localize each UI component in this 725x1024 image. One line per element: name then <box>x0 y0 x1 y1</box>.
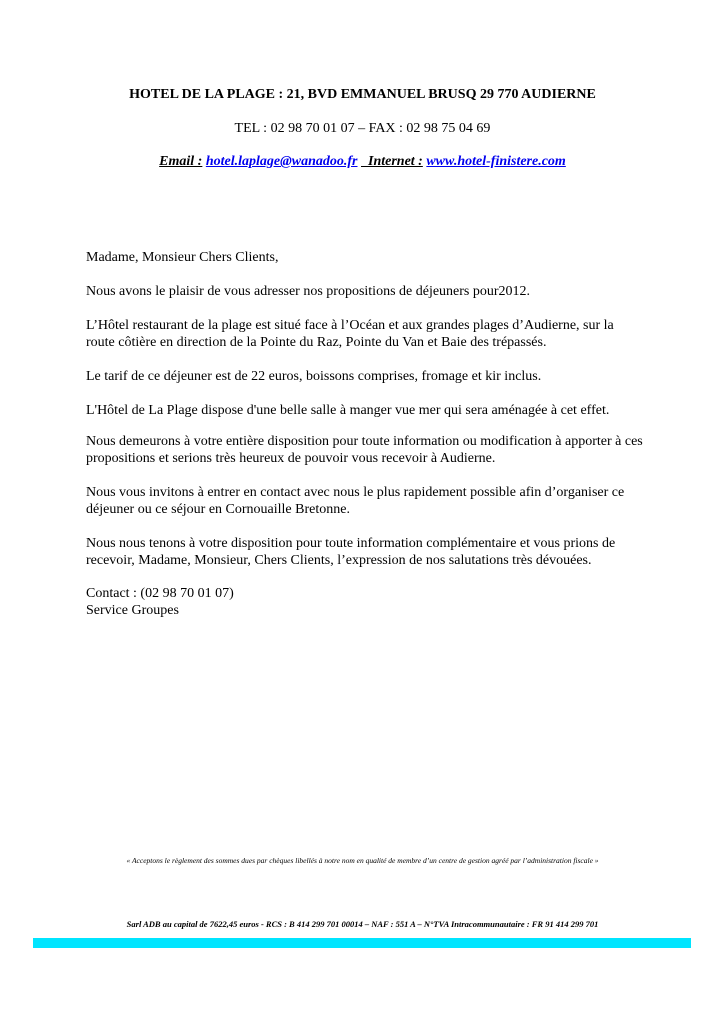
phone-fax-line: TEL : 02 98 70 01 07 – FAX : 02 98 75 04 69 <box>234 121 491 136</box>
company-legal-info: Sarl ADB au capital de 7622,45 euros - RCS : B 414 299 701 00014 – NAF : 551 A – N°TVA Intracommunautaire : FR 91 414 299 701 <box>126 919 599 929</box>
letter-paragraph <box>86 368 646 385</box>
paragraph-text: L’Hôtel restaurant de la plage est situé face à l’Océan et aux grandes plages d’Audierne, sur la route côtière en direction de la Pointe du Raz, Pointe du Van et Baie des trépassés. <box>86 318 614 350</box>
hotel-address-heading: HOTEL DE LA PLAGE : 21, BVD EMMANUEL BRUSQ 29 770 AUDIERNE <box>129 87 596 102</box>
contact-links-line <box>0 153 725 171</box>
website-link[interactable]: www.hotel-finistere.com <box>426 154 566 169</box>
letter-paragraph <box>86 317 646 351</box>
internet-label <box>361 154 423 169</box>
letter-greeting <box>86 249 646 266</box>
email-link[interactable]: hotel.laplage@wanadoo.fr <box>205 154 358 169</box>
letter-paragraph <box>86 402 646 419</box>
contact-phone: Contact : (02 98 70 01 07) <box>86 586 234 601</box>
footer-color-bar <box>33 938 691 948</box>
service-name: Service Groupes <box>86 603 179 618</box>
cheque-payment-note: « Acceptons le règlement des sommes dues par chèques libellés à notre nom en qualité de membre d’un centre de gestion agréé par l’administration fiscale » <box>126 856 599 865</box>
paragraph-text: Nous nous tenons à votre disposition pour toute information complémentaire et vous prions de recevoir, Madame, Monsieur, Chers Clients, l’expression de nos salutations très dévouées. <box>86 536 616 568</box>
contact-block <box>86 585 646 619</box>
internet-label-text: Internet : <box>368 154 423 169</box>
paragraph-text: L'Hôtel de La Plage dispose d'une belle salle à manger vue mer qui sera aménagée à cet effet. <box>86 403 610 418</box>
letter-paragraph <box>86 535 646 569</box>
letter-paragraph <box>86 283 646 300</box>
letter-paragraph <box>86 433 646 467</box>
greeting-text: Madame, Monsieur Chers Clients, <box>86 250 279 265</box>
paragraph-text: Nous demeurons à votre entière disposition pour toute information ou modification à apporter à ces propositions et serions très heureux de pouvoir vous recevoir à Audierne. <box>86 434 643 466</box>
email-label: Email : <box>159 154 203 169</box>
letter-paragraph <box>86 484 646 518</box>
paragraph-text: Nous vous invitons à entrer en contact avec nous le plus rapidement possible afin d’organiser ce déjeuner ou ce séjour en Cornouaille Bretonne. <box>86 485 625 517</box>
paragraph-text: Le tarif de ce déjeuner est de 22 euros, boissons comprises, fromage et kir inclus. <box>86 369 542 384</box>
paragraph-text: Nous avons le plaisir de vous adresser nos propositions de déjeuners pour2012. <box>86 284 531 299</box>
